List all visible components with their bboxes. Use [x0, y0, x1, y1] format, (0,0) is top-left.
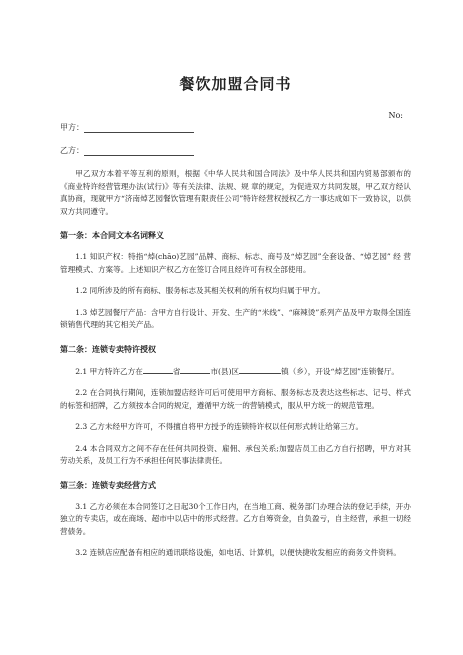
- party-b-label: 乙方：: [60, 146, 84, 155]
- clause-1-3: 1.3 焯艺园餐厅产品：含甲方自行设计、开发、生产的“米线”、“麻辣烫”系列产品及甲方取得全国连锁销售代理的其它相关产品。: [60, 307, 411, 329]
- party-a-row: [60, 123, 411, 133]
- section-1-heading: 第一条：本合同文本名词释义: [60, 231, 164, 240]
- contract-number-label: No:: [388, 111, 403, 120]
- clause-2-1-part-1: 2.1 甲方特许乙方在: [75, 366, 143, 376]
- section-2-heading: 第二条：连锁专卖特许授权: [60, 344, 156, 354]
- clause-2-1-part-4: (县)区: [218, 366, 240, 376]
- clause-2-3: 2.3 乙方未经甲方许可，不得擅自将甲方授予的连锁特许权以任何形式转让给第三方。: [75, 422, 364, 431]
- document-title: 餐饮加盟合同书: [179, 75, 292, 93]
- clause-1-1: 1.1 知识产权：特指“焯(chāo)艺园”品牌、商标、标志、商号及“焯艺园”全套设备、“焯艺园” 经 营 管理模式、方案等。上述知识产权乙方在签订合同且经许可有权全部使用。: [60, 252, 411, 274]
- section-3-heading: 第三条：连锁专卖经营方式: [60, 480, 156, 490]
- party-b-blank: [84, 147, 194, 156]
- clause-2-1-part-5: 镇（乡），开设“焯艺园”连锁餐厅。: [281, 366, 400, 376]
- district-blank: [239, 365, 281, 374]
- clause-2-2: 2.2 在合同执行期间，连锁加盟店经许可后可使用甲方商标、服务标志及表达这些标志、记号、样式的标签和招牌，乙方须按本合同的规定，遵循甲方统一的营销模式，服从甲方统一的规范管理。: [60, 388, 411, 410]
- clause-2-4: 2.4 本合同双方之间不存在任何共同投资、雇佣、承包关系;加盟店员工由乙方自行招聘，甲方对其劳动关系，及员工行为不承担任何民事法律责任。: [60, 443, 411, 465]
- party-a-blank: [84, 124, 194, 133]
- party-a-label: 甲方：: [60, 123, 84, 132]
- intro-paragraph: 甲乙双方本着平等互利的原则，根据《中华人民共和国合同法》及中华人民共和国内贸易部颁布的《商业特许经营管理办法(试行)》等有关法律、法规、规 章的规定，为促进双方共同发展，甲乙双方经认真协商，现就甲方“济南焯艺园餐饮管理有限责任公司”特许经营权授权乙方一事达成如下一致协议，以供双方共同遵守。: [60, 169, 411, 216]
- clause-3-2: 3.2 连锁店应配备有相应的通讯联络设施，如电话、计算机，以便快捷收发相应的商务文件资料。: [75, 548, 402, 557]
- clause-2-1-part-2: 省: [172, 366, 181, 376]
- city-blank: [180, 365, 210, 374]
- province-blank: [143, 365, 173, 374]
- clause-1-2: 1.2 同所涉及的所有商标、服务标志及其相关权利的所有权均归属于甲方。: [75, 286, 326, 295]
- clause-2-1: [60, 365, 411, 379]
- clause-3-1: 3.1 乙方必须在本合同签订之日起30个工作日内，在当地工商、税务部门办理合法的登记手续，开办独立的专卖店，或在商场、超市中以店中的形式经营。乙方自筹资金，自负盈亏，自主经营，承担一切经营债务。: [60, 501, 411, 536]
- clause-2-1-part-3: 市: [210, 366, 219, 376]
- party-b-row: [60, 146, 411, 156]
